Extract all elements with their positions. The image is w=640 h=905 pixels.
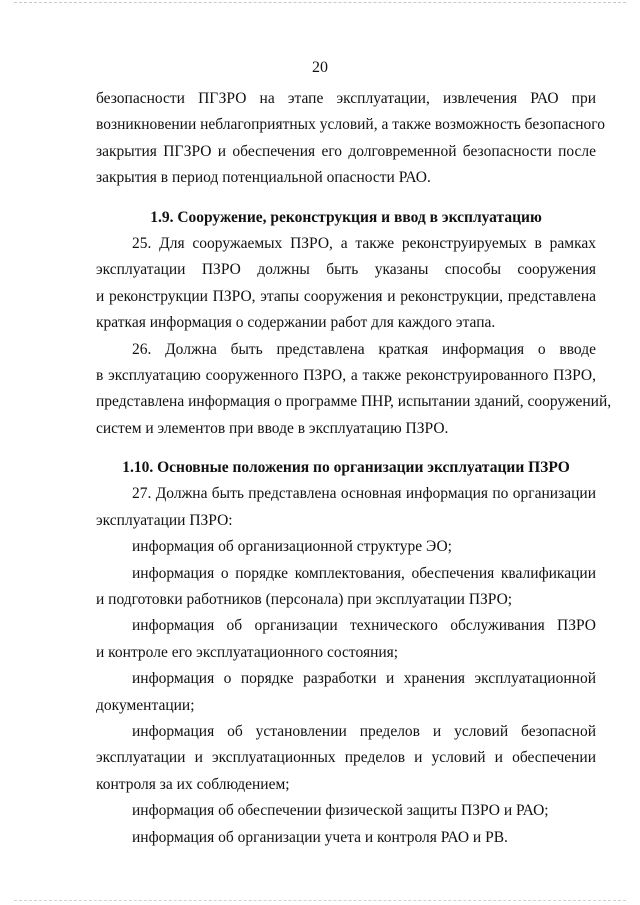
- document-body: [96, 86, 612, 851]
- list-item-line: контроля за их соблюдением;: [96, 775, 290, 793]
- list-item-line: и контроле его эксплуатационного состояния;: [96, 643, 399, 661]
- paragraph-line: закрытия ПГЗРО и обеспечения его долговременной безопасности после: [96, 142, 596, 160]
- bottom-scan-border: [14, 900, 626, 901]
- paragraph-line: закрытия в период потенциальной опасности РАО.: [96, 169, 431, 187]
- item-26-line: систем и элементов при вводе в эксплуатацию ПЗРО.: [96, 419, 449, 437]
- item-27-line: 27. Должна быть представлена основная информация по организации: [132, 485, 596, 503]
- list-item-line: информация об обеспечении физической защиты ПЗРО и РАО;: [132, 802, 549, 820]
- list-item-line: и подготовки работников (персонала) при эксплуатации ПЗРО;: [96, 591, 513, 609]
- item-26-line: в эксплуатацию сооруженного ПЗРО, а также реконструированного ПЗРО,: [96, 366, 596, 384]
- paragraph-line: возникновении неблагоприятных условий, а также возможность безопасного: [96, 116, 605, 134]
- list-item-line: эксплуатации и эксплуатационных пределов и условий и обеспечении: [96, 749, 596, 767]
- item-26-line: представлена информация о программе ПНР, испытании зданий, сооружений,: [96, 393, 612, 411]
- list-item-line: информация об организации технического обслуживания ПЗРО: [132, 617, 596, 635]
- list-item-line: информация о порядке разработки и хранения эксплуатационной: [132, 670, 596, 688]
- list-item-line: информация об организационной структуре ЭО;: [132, 538, 452, 556]
- list-item-line: информация об установлении пределов и условий безопасной: [132, 722, 596, 740]
- item-25-line: 25. Для сооружаемых ПЗРО, а также реконструируемых в рамках: [132, 234, 596, 252]
- item-27-line: эксплуатации ПЗРО:: [96, 511, 233, 529]
- item-25-line: эксплуатации ПЗРО должны быть указаны способы сооружения: [96, 261, 596, 279]
- list-item-line: информация о порядке комплектования, обеспечения квалификации: [132, 564, 596, 582]
- item-25-line: и реконструкции ПЗРО, этапы сооружения и реконструкции, представлена: [96, 287, 596, 305]
- list-item-line: информация об организации учета и контроля РАО и РВ.: [132, 828, 508, 846]
- top-scan-border: [14, 2, 626, 3]
- item-25-line: краткая информация о содержании работ для каждого этапа.: [96, 314, 496, 332]
- section-heading-1-9: 1.9. Сооружение, реконструкция и ввод в эксплуатацию: [150, 208, 542, 226]
- section-heading-1-10: 1.10. Основные положения по организации эксплуатации ПЗРО: [122, 459, 570, 477]
- page-number: 20: [312, 59, 328, 76]
- list-item-line: документации;: [96, 696, 195, 714]
- item-26-line: 26. Должна быть представлена краткая информация о вводе: [132, 340, 596, 358]
- paragraph-line: безопасности ПГЗРО на этапе эксплуатации, извлечения РАО при: [96, 90, 596, 107]
